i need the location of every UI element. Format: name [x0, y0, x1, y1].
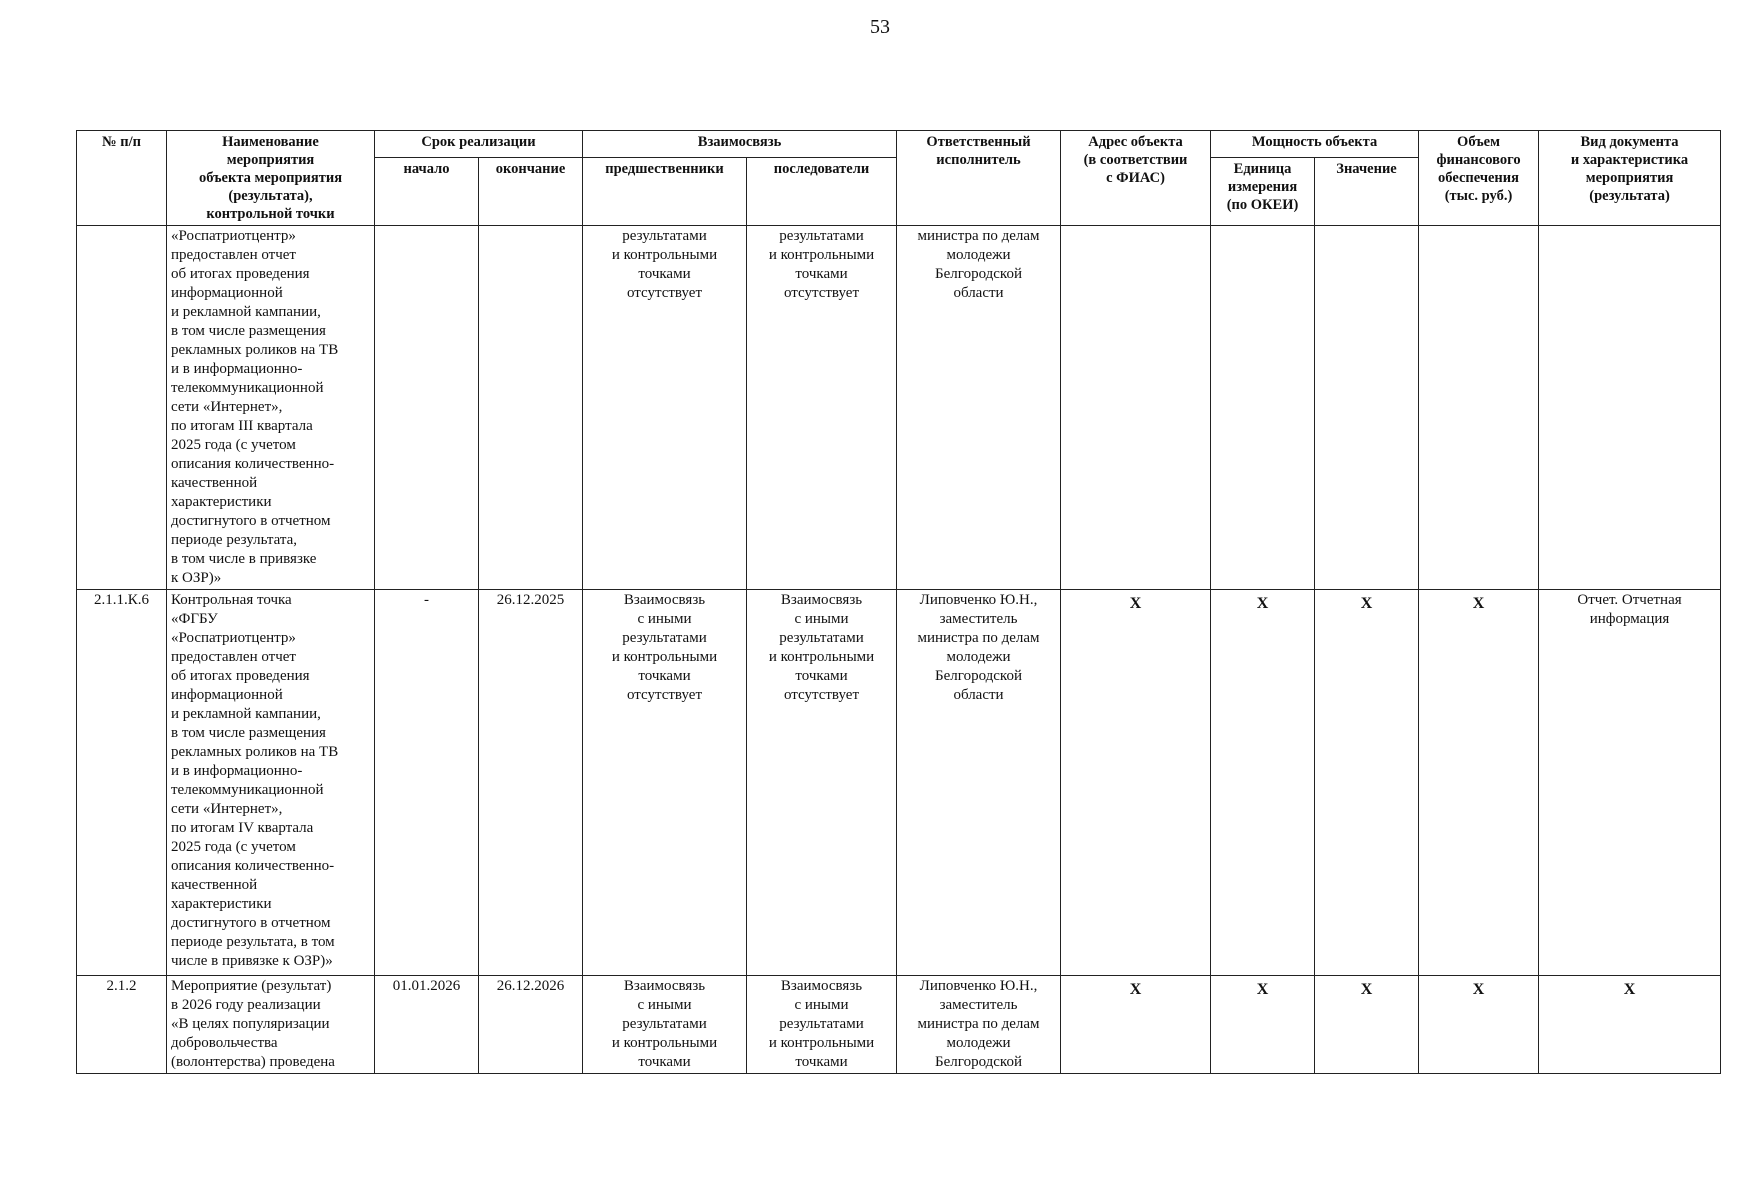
- cell-pred: результатами и контрольными точками отсутствует: [583, 226, 747, 590]
- table-row: [77, 590, 1721, 976]
- cell-address: [1061, 226, 1211, 590]
- cell-num: 2.1.2: [77, 976, 167, 1074]
- cell-pred: Взаимосвязь с иными результатами и контрольными точками отсутствует: [583, 590, 747, 976]
- header-term-end: окончание: [479, 157, 583, 225]
- cell-doc: Отчет. Отчетная информация: [1539, 590, 1721, 976]
- cell-name: «Роспатриотцентр» предоставлен отчет об итогах проведения информационной и рекламной кампании, в том числе размещения рекламных роликов на ТВ и в информационно- телекоммуникационной сети «Интернет», по итогам III квартала 2025 года (с учетом описания количественно- качественной характеристики достигнутого в отчетном периоде результата, в том числе в привязке к ОЗР)»: [167, 226, 375, 590]
- cell-pred: Взаимосвязь с иными результатами и контрольными точками: [583, 976, 747, 1074]
- cell-value: X: [1315, 590, 1419, 976]
- table-row: [77, 976, 1721, 1074]
- header-address: Адрес объекта (в соответствии с ФИАС): [1061, 131, 1211, 226]
- cell-finance: [1419, 226, 1539, 590]
- header-finance: Объем финансового обеспечения (тыс. руб.): [1419, 131, 1539, 226]
- cell-succ: Взаимосвязь с иными результатами и контрольными точками отсутствует: [747, 590, 897, 976]
- cell-succ: результатами и контрольными точками отсутствует: [747, 226, 897, 590]
- header-link-succ: последователи: [747, 157, 897, 225]
- header-doc-type: Вид документа и характеристика мероприятия (результата): [1539, 131, 1721, 226]
- cell-finance: X: [1419, 976, 1539, 1074]
- cell-name: Мероприятие (результат) в 2026 году реализации «В целях популяризации добровольчества (волонтерства) проведена: [167, 976, 375, 1074]
- cell-address: X: [1061, 976, 1211, 1074]
- cell-num: [77, 226, 167, 590]
- cell-responsible: Липовченко Ю.Н., заместитель министра по делам молодежи Белгородской: [897, 976, 1061, 1074]
- cell-succ: Взаимосвязь с иными результатами и контрольными точками: [747, 976, 897, 1074]
- cell-doc: [1539, 226, 1721, 590]
- header-num: № п/п: [77, 131, 167, 226]
- header-link: Взаимосвязь: [583, 131, 897, 158]
- cell-finance: X: [1419, 590, 1539, 976]
- cell-end: [479, 226, 583, 590]
- table-row: [77, 226, 1721, 590]
- cell-doc: X: [1539, 976, 1721, 1074]
- cell-responsible: министра по делам молодежи Белгородской области: [897, 226, 1061, 590]
- cell-unit: X: [1211, 976, 1315, 1074]
- plan-table: [76, 130, 1721, 1074]
- header-term-start: начало: [375, 157, 479, 225]
- cell-value: [1315, 226, 1419, 590]
- header-link-pred: предшественники: [583, 157, 747, 225]
- header-term: Срок реализации: [375, 131, 583, 158]
- header-cap-value: Значение: [1315, 157, 1419, 225]
- cell-value: X: [1315, 976, 1419, 1074]
- cell-start: -: [375, 590, 479, 976]
- page-number: 53: [870, 16, 890, 38]
- cell-name: Контрольная точка «ФГБУ «Роспатриотцентр» предоставлен отчет об итогах проведения информационной и рекламной кампании, в том числе размещения рекламных роликов на ТВ и в информационно- телекоммуникационной сети «Интернет», по итогам IV квартала 2025 года (с учетом описания количественно- качественной характеристики достигнутого в отчетном периоде результата, в том числе в привязке к ОЗР)»: [167, 590, 375, 976]
- header-capacity: Мощность объекта: [1211, 131, 1419, 158]
- header-name: Наименование мероприятия объекта мероприятия (результата), контрольной точки: [167, 131, 375, 226]
- cell-num: 2.1.1.К.6: [77, 590, 167, 976]
- cell-end: 26.12.2025: [479, 590, 583, 976]
- table-header: [77, 131, 1721, 226]
- cell-address: X: [1061, 590, 1211, 976]
- header-responsible: Ответственный исполнитель: [897, 131, 1061, 226]
- cell-responsible: Липовченко Ю.Н., заместитель министра по делам молодежи Белгородской области: [897, 590, 1061, 976]
- header-cap-unit: Единица измерения (по ОКЕИ): [1211, 157, 1315, 225]
- cell-start: [375, 226, 479, 590]
- cell-unit: X: [1211, 590, 1315, 976]
- cell-end: 26.12.2026: [479, 976, 583, 1074]
- cell-start: 01.01.2026: [375, 976, 479, 1074]
- cell-unit: [1211, 226, 1315, 590]
